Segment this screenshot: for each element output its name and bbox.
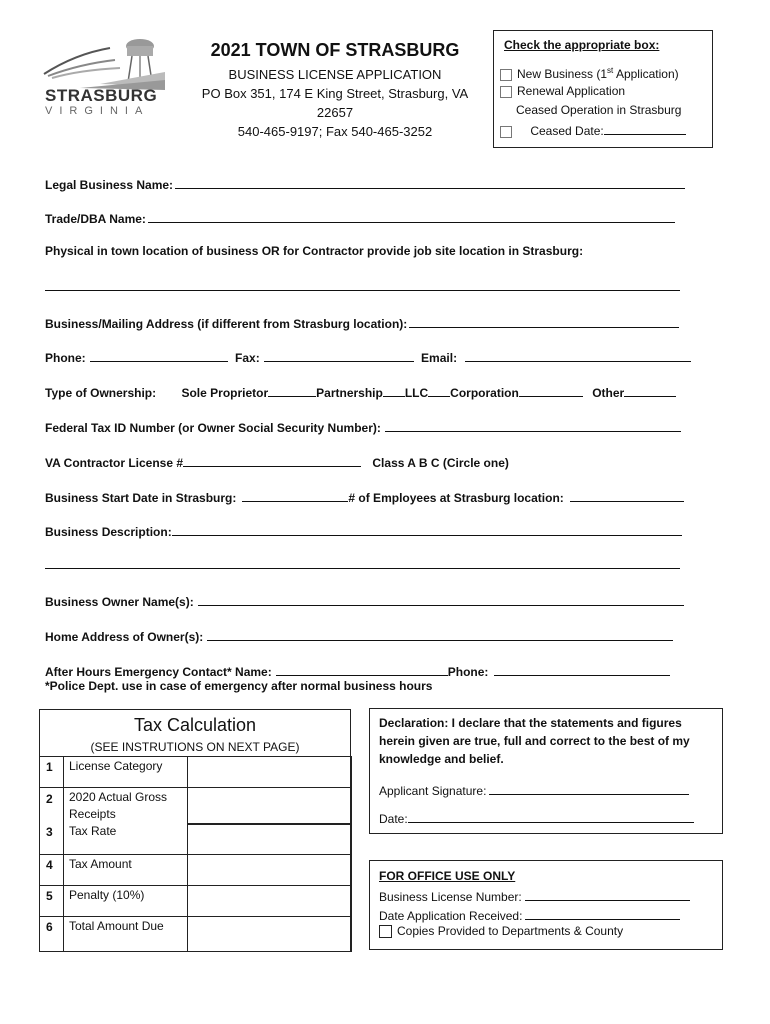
- emergency-name-field[interactable]: [276, 662, 448, 676]
- declaration-text: Declaration: I declare that the statements and figures herein given are true, full and correct to the best of my knowledge and belief.: [379, 716, 690, 766]
- signature-label: Applicant Signature:: [379, 784, 487, 798]
- tax-row-number: 1: [46, 760, 53, 774]
- federal-tax-field[interactable]: [385, 418, 681, 432]
- start-date-label: Business Start Date in Strasburg:: [45, 491, 237, 505]
- va-contractor-field[interactable]: [183, 453, 361, 467]
- ownership-label: Type of Ownership:: [45, 386, 157, 400]
- emergency-row: [45, 662, 670, 679]
- copies-label: Copies Provided to Departments & County: [397, 924, 624, 938]
- town-logo: [40, 34, 165, 124]
- federal-tax-row: [45, 418, 681, 435]
- page-title: 2021 TOWN OF STRASBURG: [210, 40, 460, 60]
- tax-title: Tax Calculation: [133, 715, 257, 735]
- email-label: Email:: [421, 351, 458, 365]
- address-line-2: 22657: [316, 105, 354, 120]
- logo-state: VIRGINIA: [45, 105, 150, 117]
- declaration-date-label: Date:: [379, 812, 408, 826]
- tax-row-label: 2020 Actual Gross Receipts: [69, 790, 168, 821]
- contact-row: [45, 348, 691, 365]
- declaration-box: [369, 708, 723, 834]
- mailing-address-label: Business/Mailing Address (if different from Strasburg location):: [45, 317, 408, 331]
- trade-dba-label: Trade/DBA Name:: [45, 212, 146, 226]
- signature-field[interactable]: [489, 781, 689, 795]
- legal-name-label: Legal Business Name:: [45, 178, 174, 192]
- physical-location-label: Physical in town location of business OR for Contractor provide job site location in Strasburg:: [45, 244, 584, 258]
- corporation-field[interactable]: [519, 383, 583, 397]
- total-due-field[interactable]: [187, 916, 352, 952]
- phone-field[interactable]: [90, 348, 228, 362]
- tax-row-label: Tax Amount: [69, 857, 132, 871]
- address-line-1: PO Box 351, 174 E King Street, Strasburg, VA: [201, 86, 469, 101]
- start-date-field[interactable]: [242, 488, 348, 502]
- gross-receipts-field[interactable]: [187, 787, 352, 825]
- tax-row-number: 4: [46, 858, 53, 872]
- fax-field[interactable]: [264, 348, 414, 362]
- tax-row-label: Penalty (10%): [69, 888, 145, 902]
- partnership-field[interactable]: [383, 383, 405, 397]
- owner-names-field[interactable]: [198, 592, 684, 606]
- trade-dba-field[interactable]: [148, 209, 675, 223]
- home-address-label: Home Address of Owner(s):: [45, 630, 204, 644]
- tax-row-number: 3: [46, 825, 53, 839]
- description-row: [45, 522, 682, 539]
- mailing-address-field[interactable]: [409, 314, 679, 328]
- corporation-label: Corporation: [450, 386, 519, 400]
- ceased-checkbox[interactable]: [500, 126, 512, 138]
- ceased-date-label: Ceased Date:: [530, 124, 604, 138]
- renewal-label: Renewal Application: [517, 84, 626, 98]
- description-field[interactable]: [172, 522, 682, 536]
- office-use-box: [369, 860, 723, 950]
- llc-label: LLC: [404, 386, 429, 400]
- ceased-date-field[interactable]: [604, 121, 686, 135]
- owner-names-label: Business Owner Name(s):: [45, 595, 194, 609]
- legal-name-field[interactable]: [175, 175, 685, 189]
- water-tower-hills-icon: [40, 34, 165, 94]
- trade-dba-row: [45, 209, 675, 226]
- office-title: FOR OFFICE USE ONLY: [379, 869, 516, 883]
- other-field[interactable]: [624, 383, 676, 397]
- home-address-row: [45, 627, 673, 644]
- federal-tax-label: Federal Tax ID Number (or Owner Social Security Number):: [45, 421, 381, 435]
- license-number-row: [379, 887, 690, 904]
- declaration-date-field[interactable]: [408, 809, 694, 823]
- tax-row-number: 2: [46, 792, 53, 806]
- renewal-checkbox[interactable]: [500, 86, 512, 98]
- tax-amount-field[interactable]: [187, 854, 352, 886]
- renewal-option[interactable]: [500, 84, 625, 98]
- ownership-row: [45, 383, 676, 400]
- date-received-label: Date Application Received:: [379, 909, 523, 923]
- emergency-phone-field[interactable]: [494, 662, 670, 676]
- tax-row-label: Total Amount Due: [69, 919, 164, 933]
- tax-row-number: 5: [46, 889, 53, 903]
- tax-subtitle: (SEE INSTRUTIONS ON NEXT PAGE): [90, 740, 300, 754]
- mailing-address-row: [45, 314, 679, 331]
- tax-row-label: License Category: [69, 759, 163, 773]
- declaration-date-row: [379, 809, 694, 826]
- email-field[interactable]: [465, 348, 691, 362]
- phone-fax-line: 540-465-9197; Fax 540-465-3252: [237, 124, 433, 139]
- tax-row-label: Tax Rate: [69, 824, 117, 838]
- partnership-label: Partnership: [316, 386, 383, 400]
- class-abc-label: Class A B C (Circle one): [372, 456, 509, 470]
- license-category-field[interactable]: [187, 756, 352, 788]
- owner-names-row: [45, 592, 684, 609]
- new-business-label-prefix: New Business (1: [517, 67, 608, 81]
- tax-calculation-table: [39, 709, 351, 952]
- license-number-field[interactable]: [525, 887, 690, 901]
- new-business-option[interactable]: [500, 66, 679, 81]
- signature-row: [379, 781, 689, 798]
- description-field-line-2[interactable]: [45, 568, 680, 569]
- physical-location-field[interactable]: [45, 290, 680, 291]
- logo-name: STRASBURG: [45, 86, 158, 105]
- employees-field[interactable]: [570, 488, 684, 502]
- tax-row-number: 6: [46, 920, 53, 934]
- emergency-contact-label: After Hours Emergency Contact* Name:: [45, 665, 272, 679]
- other-label: Other: [592, 386, 625, 400]
- contractor-row: [45, 453, 509, 470]
- date-received-row: [379, 906, 680, 923]
- ceased-option[interactable]: [500, 121, 686, 138]
- description-label: Business Description:: [45, 525, 172, 539]
- va-contractor-label: VA Contractor License #: [45, 456, 184, 470]
- ceased-operation-label: Ceased Operation in Strasburg: [516, 103, 682, 117]
- check-panel-title: Check the appropriate box:: [504, 38, 660, 52]
- police-note: *Police Dept. use in case of emergency after normal business hours: [45, 679, 433, 693]
- legal-name-row: [45, 175, 685, 192]
- page-subtitle: BUSINESS LICENSE APPLICATION: [228, 67, 442, 82]
- sole-proprietor-label: Sole Proprietor: [181, 386, 269, 400]
- license-number-label: Business License Number:: [379, 890, 522, 904]
- sole-proprietor-field[interactable]: [268, 383, 316, 397]
- phone-label: Phone:: [45, 351, 86, 365]
- new-business-label-sup: st: [607, 66, 614, 75]
- new-business-checkbox[interactable]: [500, 69, 512, 81]
- fax-label: Fax:: [235, 351, 260, 365]
- copies-checkbox[interactable]: [379, 925, 392, 938]
- emergency-phone-label: Phone:: [447, 665, 489, 679]
- copies-row[interactable]: [379, 924, 623, 938]
- new-business-label-suffix: Application): [613, 67, 679, 81]
- application-type-panel: [493, 30, 713, 148]
- penalty-field[interactable]: [187, 885, 352, 917]
- employees-label: # of Employees at Strasburg location:: [348, 491, 564, 505]
- home-address-field[interactable]: [207, 627, 673, 641]
- date-received-field[interactable]: [525, 906, 680, 920]
- start-date-row: [45, 488, 684, 505]
- tax-rate-field[interactable]: [187, 823, 352, 855]
- llc-field[interactable]: [428, 383, 450, 397]
